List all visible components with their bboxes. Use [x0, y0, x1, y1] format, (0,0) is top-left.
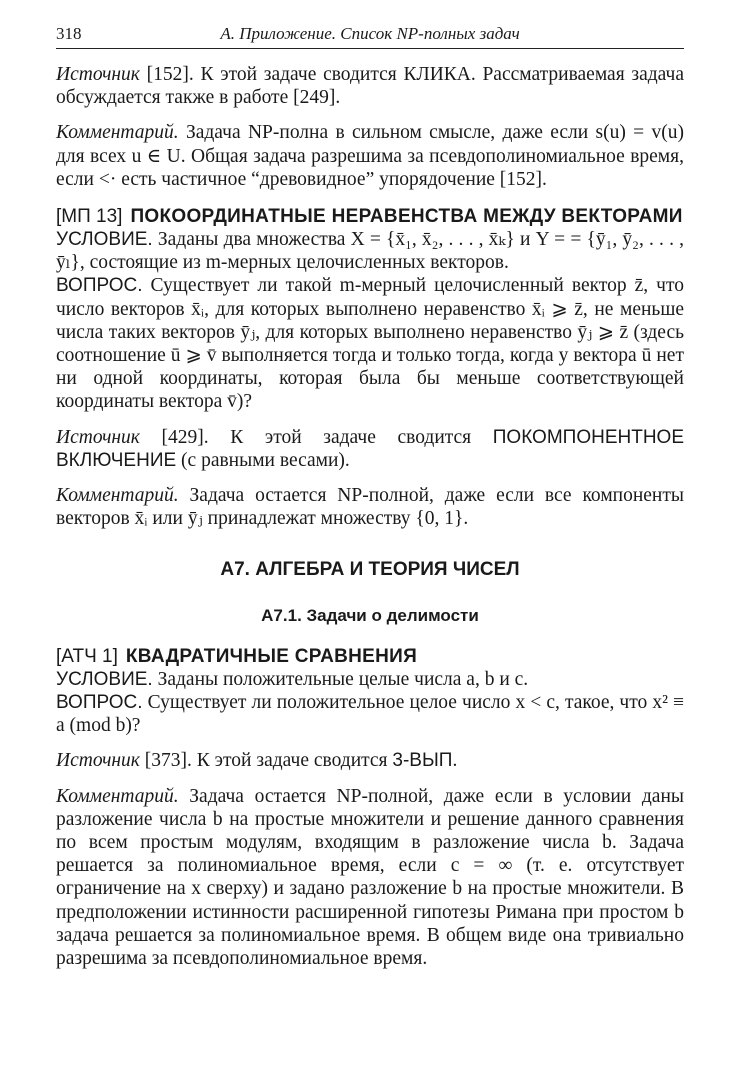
problem-title: КВАДРАТИЧНЫЕ СРАВНЕНИЯ	[125, 645, 418, 667]
source-paragraph	[56, 749, 684, 772]
condition-label: УСЛОВИЕ.	[56, 229, 153, 251]
source-problem-name: ПОКОМПОНЕНТНОЕ ВКЛЮЧЕНИЕ	[56, 426, 684, 471]
condition-label: УСЛОВИЕ.	[56, 668, 153, 690]
running-head	[56, 22, 684, 49]
source-text: [429]. К этой задаче сводится	[139, 426, 493, 448]
intro-source-paragraph	[56, 63, 684, 109]
question-paragraph	[56, 274, 684, 413]
problem-title: ПОКООРДИНАТНЫЕ НЕРАВЕНСТВА МЕЖДУ ВЕКТОРАМИ	[130, 206, 683, 228]
problem-atch1	[56, 645, 684, 970]
question-label: ВОПРОС.	[56, 275, 143, 297]
running-title: А. Приложение. Список NP-полных задач	[220, 24, 520, 43]
comment-paragraph	[56, 785, 684, 971]
comment-paragraph	[56, 484, 684, 530]
comment-label: Комментарий.	[56, 785, 179, 807]
question-label: ВОПРОС.	[56, 692, 143, 714]
source-text: [152]. К этой задаче сводится КЛИКА. Рассматриваемая задача обсуждается также в работе [249].	[56, 64, 684, 109]
page-body	[56, 63, 684, 970]
problem-id: [АТЧ 1]	[56, 645, 118, 667]
subsection-title: А7.1. Задачи о делимости	[261, 605, 479, 625]
condition-paragraph	[56, 668, 684, 691]
page-number: 318	[56, 24, 82, 43]
question-text: Существует ли положительное целое число x < c, такое, что x² ≡ a (mod b)?	[56, 692, 684, 737]
problem-heading	[56, 205, 684, 228]
condition-text: Заданы положительные целые числа a, b и c.	[152, 668, 529, 690]
question-text: Существует ли такой m-мерный целочисленный вектор z̄, что число векторов x̄ᵢ, для которых выполнено неравенство x̄ᵢ ⩾ z̄, не меньше числа таких векторов ȳⱼ, для которых выполнено неравенство ȳⱼ ⩾ z̄ (здесь соотношение ū ⩾ v̄ выполняется тогда и только тогда, когда у вектора ū нет ни одной координаты, которая была бы меньше соответствующей координаты вектора v̄)?	[56, 275, 684, 413]
question-paragraph	[56, 691, 684, 737]
condition-paragraph	[56, 228, 684, 274]
comment-text: Задача NP-полна в сильном смысле, даже если s(u) = v(u) для всех u ∈ U. Общая задача разрешима за псевдополиномиальное время, если <· есть частичное “древовидное” упорядочение [152].	[56, 122, 684, 190]
problem-heading	[56, 645, 684, 668]
intro-comment-paragraph	[56, 121, 684, 191]
source-label: Источник	[56, 426, 140, 448]
source-label: Источник	[56, 64, 140, 85]
comment-text: Задача остается NP-полной, даже если в условии даны разложение числа b на простые множители и решение данного сравнения по всем простым модулям, входящим в разложение числа b. Задача решается за полиномиальное время, если c = ∞ (т. е. отсутствует ограничение на x сверху) и задано разложение b на простые множители. В предположении истинности расширенной гипотезы Римана при простом b задача решается за полиномиальное время. В общем виде она тривиально разрешима за псевдополиномиальное время.	[56, 785, 684, 970]
comment-text: Задача остается NP-полной, даже если все компоненты векторов x̄ᵢ или ȳⱼ принадлежат множеству {0, 1}.	[56, 485, 684, 530]
comment-label: Комментарий.	[56, 485, 179, 507]
problem-id: [МП 13]	[56, 206, 123, 228]
source-text-tail: (с равными весами).	[176, 449, 350, 471]
source-label: Источник	[56, 750, 140, 772]
condition-text: Заданы два множества X = {x̄₁, x̄₂, . . . , x̄ₖ} и Y = = {ȳ₁, ȳ₂, . . . , ȳₗ}, состоящие из m-мерных целочисленных векторов.	[56, 229, 684, 274]
source-paragraph	[56, 426, 684, 472]
source-text-tail: .	[452, 750, 458, 772]
source-problem-name: 3-ВЫП	[392, 750, 453, 772]
source-text: [373]. К этой задаче сводится	[139, 750, 393, 772]
problem-mp13	[56, 205, 684, 530]
section-title: А7. АЛГЕБРА И ТЕОРИЯ ЧИСЕЛ	[220, 559, 520, 581]
comment-label: Комментарий.	[56, 122, 179, 144]
